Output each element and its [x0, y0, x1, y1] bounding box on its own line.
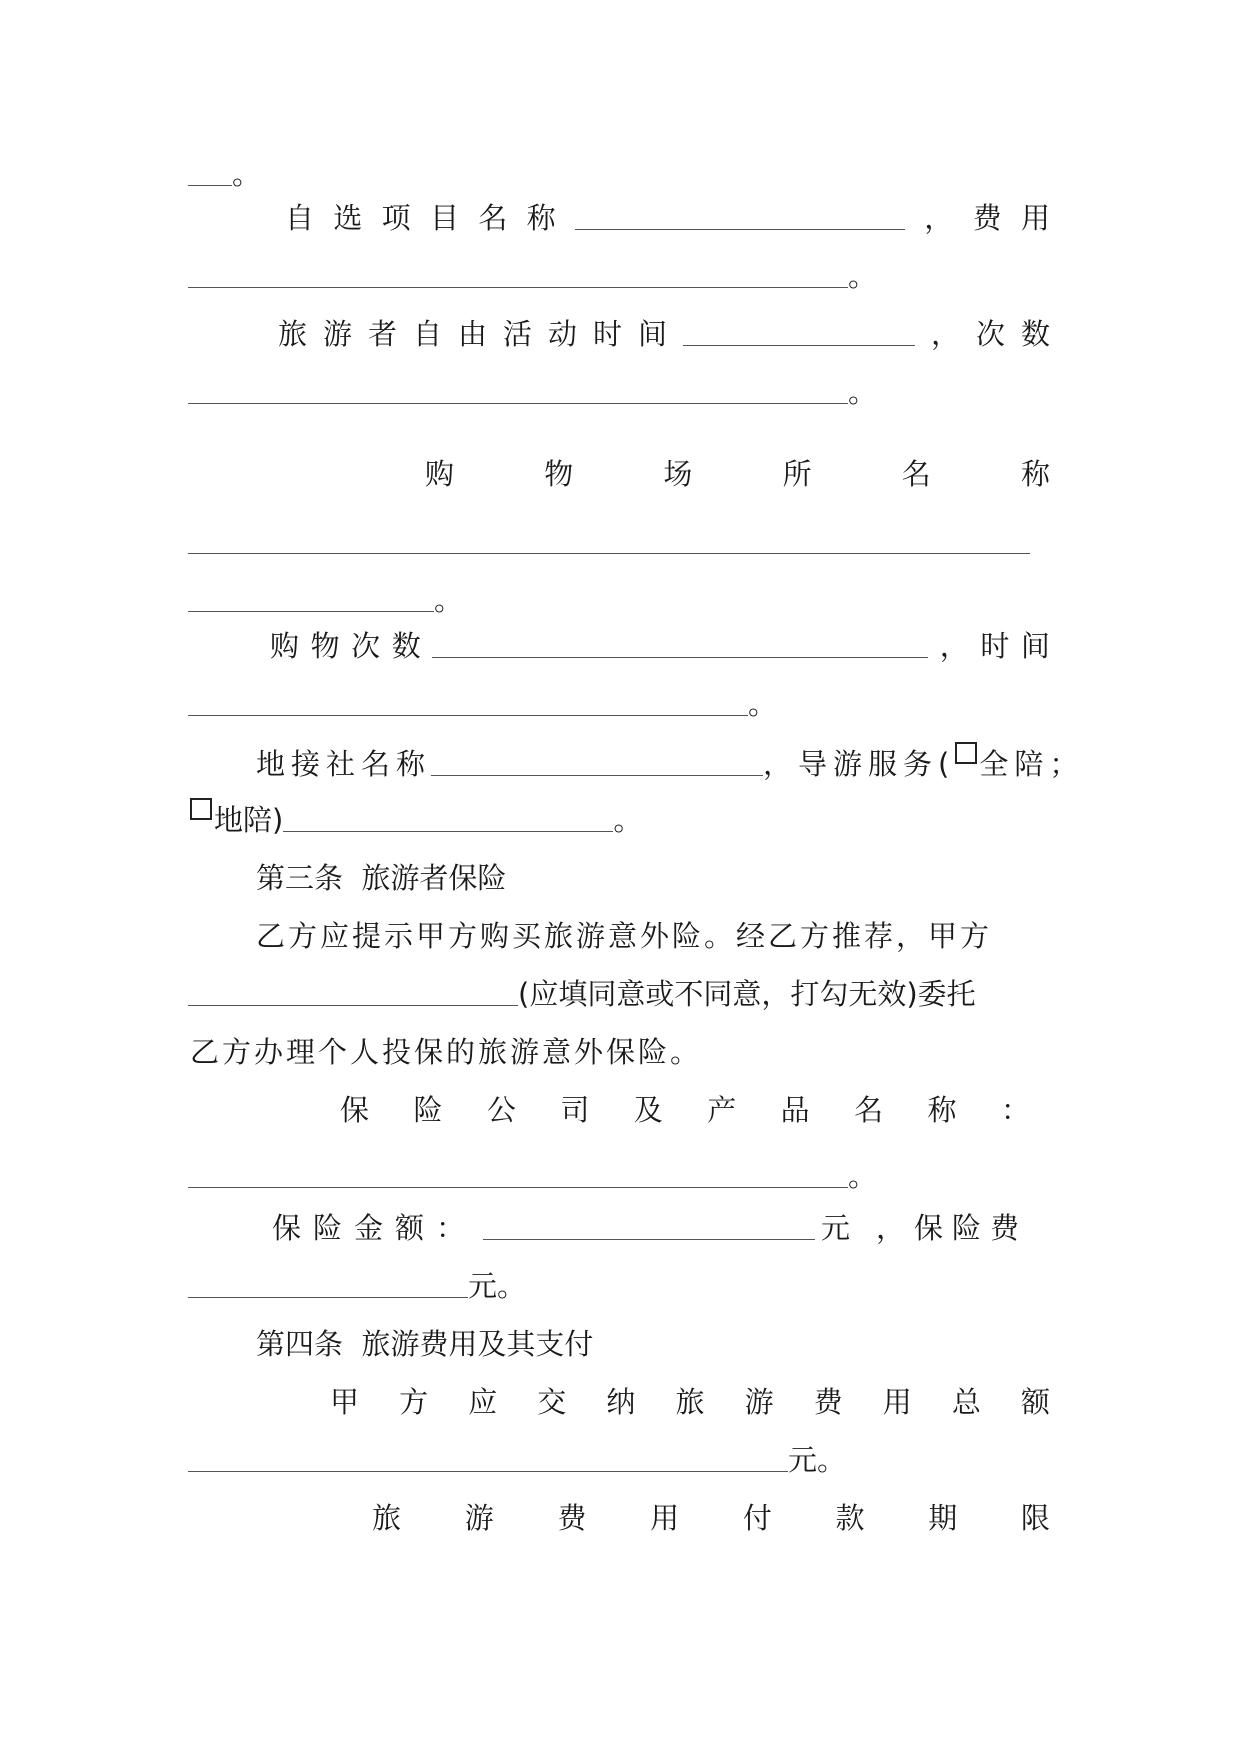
char: 次 [351, 629, 381, 663]
char: 纳 [606, 1385, 636, 1419]
char: 甲 [330, 1385, 360, 1419]
optional-fee-blank[interactable] [188, 254, 848, 298]
total-fee-line [330, 1380, 1050, 1424]
line-end-punct: 。 [748, 687, 778, 721]
char: 方 [399, 1385, 429, 1419]
char: 用 [882, 1385, 912, 1419]
char: 间 [1020, 629, 1050, 663]
premium-label: ，保险费 [876, 1211, 1029, 1245]
char: 自 [285, 201, 315, 235]
shopping-time-blank[interactable] [188, 682, 748, 726]
char: 购 [270, 629, 300, 663]
char: 游 [744, 1385, 774, 1419]
shopping-place-blank[interactable] [188, 520, 1030, 564]
local-agency-label: 地接社名称 [256, 747, 432, 781]
char: ： [1000, 1093, 1030, 1127]
line-end-punct: 。 [848, 259, 878, 293]
char: 所 [782, 457, 812, 491]
char: 由 [458, 317, 488, 351]
char: 次 [975, 317, 1005, 351]
char: 称 [927, 1093, 957, 1127]
char: 称 [1020, 457, 1050, 491]
char: 公 [486, 1093, 516, 1127]
char: 及 [633, 1093, 663, 1127]
char: 司 [560, 1093, 590, 1127]
insurance-paragraph-line-3 [190, 1030, 1052, 1074]
article-4-heading: 第四条 旅游费用及其支付 [256, 1327, 594, 1361]
char: 交 [537, 1385, 567, 1419]
char: 时 [980, 629, 1010, 663]
payment-deadline-line [372, 1496, 1050, 1540]
line-end-punct: 。 [232, 157, 262, 191]
char: 物 [544, 457, 574, 491]
free-activity-count-blank[interactable] [188, 370, 848, 414]
char: 选 [333, 201, 363, 235]
consent-note: (应填同意或不同意，打勾无效)委托 [518, 977, 976, 1011]
insurer-name-line [340, 1088, 1030, 1132]
char: 时 [593, 317, 623, 351]
char: ， [939, 629, 969, 663]
shopping-place-line [425, 452, 1050, 496]
char: 应 [468, 1385, 498, 1419]
consent-blank[interactable] [188, 972, 518, 1016]
char: 名 [901, 457, 931, 491]
line-end-punct: 。 [434, 583, 464, 617]
char: 用 [650, 1501, 680, 1535]
insured-amount-blank[interactable] [483, 1206, 815, 1250]
article-3-heading: 第三条 旅游者保险 [256, 861, 507, 895]
total-fee-blank[interactable] [188, 1438, 788, 1482]
char: ， [930, 317, 960, 351]
char: 费 [972, 201, 1002, 235]
local-escort-line [190, 798, 1052, 842]
insured-amount-line [272, 1206, 1050, 1250]
char: 品 [780, 1093, 810, 1127]
line-end-punct: 元。 [468, 1269, 527, 1303]
insurer-name-blank[interactable] [188, 1154, 848, 1198]
local-escort-label: 地陪) [214, 803, 284, 837]
char: 游 [323, 317, 353, 351]
free-activity-count-line [188, 370, 1050, 414]
char: 总 [951, 1385, 981, 1419]
char: 费 [557, 1501, 587, 1535]
local-escort-blank[interactable] [283, 798, 613, 842]
char: 动 [548, 317, 578, 351]
insurer-name-blank-line [188, 1154, 1050, 1198]
insurance-paragraph-line-1 [256, 914, 1118, 958]
char: 险 [413, 1093, 443, 1127]
full-escort-checkbox[interactable] [955, 742, 977, 764]
char: 名 [854, 1093, 884, 1127]
shopping-count-line [270, 624, 1050, 668]
char: 费 [813, 1385, 843, 1419]
char: 活 [503, 317, 533, 351]
char: 购 [425, 457, 455, 491]
shopping-place-blank-line-2 [188, 578, 1050, 622]
line-end-punct: 。 [613, 803, 643, 837]
char: 旅 [675, 1385, 705, 1419]
char: 额 [1020, 1385, 1050, 1419]
line-end-punct: 。 [848, 1159, 878, 1193]
char: 者 [368, 317, 398, 351]
char: 付 [742, 1501, 772, 1535]
insurance-text: 乙方办理个人投保的旅游意外保险。 [190, 1035, 703, 1069]
full-escort-label: 全陪； [979, 747, 1085, 781]
optional-item-line [285, 196, 1050, 240]
char: 游 [464, 1501, 494, 1535]
char: 数 [391, 629, 421, 663]
free-activity-time-blank[interactable] [683, 312, 915, 356]
article-3-title [256, 856, 1118, 900]
char: 自 [413, 317, 443, 351]
char: 用 [1020, 201, 1050, 235]
line-end-punct: 元。 [788, 1443, 847, 1477]
shopping-count-blank[interactable] [432, 624, 928, 668]
local-agency-name-blank[interactable] [431, 742, 763, 786]
guide-service-label: ，导游服务( [763, 747, 956, 781]
line-end-punct: 。 [848, 375, 878, 409]
blank-line-1 [188, 152, 1050, 196]
char: 场 [663, 457, 693, 491]
optional-fee-line [188, 254, 1050, 298]
shopping-time-line [188, 682, 1050, 726]
insurance-paragraph-line-2 [188, 972, 1050, 1016]
char: 期 [928, 1501, 958, 1535]
shopping-place-blank-2[interactable] [188, 578, 434, 622]
char: 款 [835, 1501, 865, 1535]
premium-blank[interactable] [188, 1264, 468, 1308]
char: 物 [310, 629, 340, 663]
char: ， [924, 201, 954, 235]
char: 保 [340, 1093, 370, 1127]
char: 名 [478, 201, 508, 235]
char: 产 [707, 1093, 737, 1127]
char: 称 [526, 201, 556, 235]
optional-item-name-blank[interactable] [575, 196, 905, 240]
char: 项 [381, 201, 411, 235]
insured-amount-label: 保险金额： [272, 1211, 478, 1245]
local-agency-line [256, 742, 1085, 786]
free-activity-line [278, 312, 1050, 356]
local-escort-checkbox[interactable] [190, 798, 212, 820]
char: 旅 [278, 317, 308, 351]
char: 间 [638, 317, 668, 351]
char: 旅 [372, 1501, 402, 1535]
char: 数 [1020, 317, 1050, 351]
yuan-unit: 元 [821, 1211, 851, 1245]
premium-line [188, 1264, 1050, 1308]
char: 限 [1020, 1501, 1050, 1535]
article-4-title [256, 1322, 1118, 1366]
char: 目 [429, 201, 459, 235]
fill-blank[interactable] [188, 152, 232, 196]
total-fee-blank-line [188, 1438, 1050, 1482]
shopping-place-blank-line [188, 520, 1050, 564]
insurance-text: 乙方应提示甲方购买旅游意外险。经乙方推荐，甲方 [256, 919, 993, 953]
